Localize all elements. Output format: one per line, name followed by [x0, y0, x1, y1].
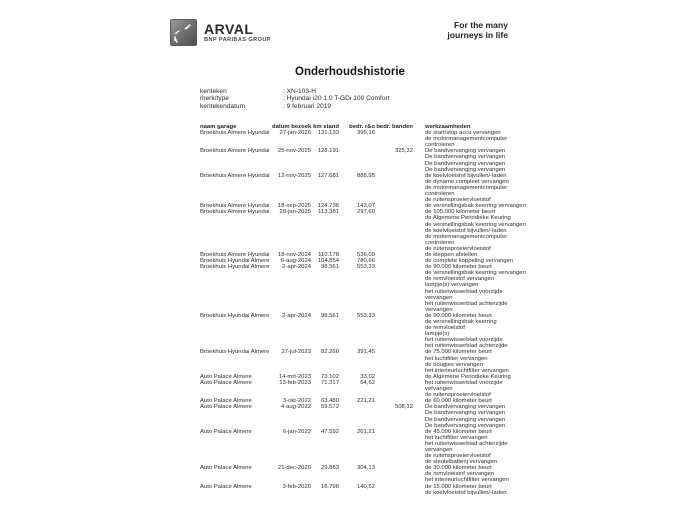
km-cell: 82.260: [320, 349, 339, 356]
garage-cell: Auto Palace Almere: [200, 428, 252, 435]
werkzaamheden-line: De bandvervanging vervangen: [425, 416, 506, 423]
werkzaamheden-line: de start/stop accu vervangen: [425, 130, 501, 137]
km-cell: 59.572: [320, 404, 339, 411]
tagline: [447, 20, 508, 40]
km-cell: 47.592: [320, 428, 339, 435]
date-cell: 27-jan-2026: [279, 130, 311, 137]
amount-ro-cell: 536,09: [356, 251, 375, 258]
km-cell: 110.178: [318, 251, 339, 258]
km-cell: 73.102: [320, 373, 339, 380]
garage-cell: Broekhuis Almere Hyundai: [200, 148, 270, 155]
km-cell: 104.854: [317, 258, 339, 265]
km-cell: 127.681: [317, 172, 339, 179]
date-cell: 2-apr-2024: [282, 264, 311, 271]
amount-ro-cell: 553,33: [356, 264, 375, 271]
work-lines-cell: [425, 209, 526, 252]
werkzaamheden-line: de 90.000 kilometer beurt: [425, 264, 492, 271]
werkzaamheden-line: het ruitenwisserblad voorzijde: [425, 288, 503, 295]
garage-cell: Auto Palace Almere: [200, 483, 252, 490]
work-lines-cell: [425, 130, 508, 149]
amount-ro-cell: 888,95: [356, 172, 375, 179]
werkzaamheden-line: De bandvervanging vervangen: [425, 410, 506, 417]
km-cell: 98.561: [320, 264, 339, 271]
km-cell: 29.883: [320, 465, 339, 472]
km-cell: 63.480: [320, 398, 339, 405]
amount-ro-cell: 140,52: [356, 483, 375, 490]
werkzaamheden-line: De bandvervanging vervangen: [425, 154, 506, 161]
werkzaamheden-line: de kleppen afstellen: [425, 251, 478, 258]
amount-ro-cell: 297,60: [356, 209, 375, 216]
vehicle-info: [200, 88, 390, 110]
werkzaamheden-line: de motormanagementcomputer: [425, 233, 508, 240]
work-lines-cell: [425, 172, 509, 204]
werkzaamheden-line: de 90.000 kilometer beurt: [425, 312, 492, 319]
date-cell: 14-mrt-2023: [278, 373, 311, 380]
amount-ro-cell: 780,66: [356, 258, 375, 265]
arval-swirl-icon: [170, 19, 197, 46]
werkzaamheden-line: het ruitenwisserblad voorzijde: [425, 337, 503, 344]
km-cell: 113.381: [318, 209, 339, 216]
amount-ro-cell: 395,16: [356, 130, 375, 137]
table-row: [200, 349, 509, 374]
werkzaamheden-line: de bougies vervangen: [425, 361, 483, 368]
garage-cell: Auto Palace Almere: [200, 465, 252, 472]
work-lines-cell: [425, 484, 505, 496]
werkzaamheden-line: de remvloeistof: [425, 325, 465, 332]
date-cell: 4-aug-2022: [280, 404, 311, 411]
amount-ro-cell: 221,21: [356, 398, 375, 405]
table-row: [200, 404, 505, 428]
amount-ro-cell: 261,21: [356, 428, 375, 435]
garage-cell: Broekhuis Hyundai Almere: [200, 264, 270, 271]
table-row: [200, 465, 509, 484]
col-header-banden: bedr. banden: [376, 124, 413, 130]
werkzaamheden-line: De bandvervanging vervangen: [425, 148, 506, 155]
date-cell: 27-jul-2023: [281, 349, 311, 356]
werkzaamheden-line: lampje(s): [425, 331, 450, 338]
work-lines-cell: [425, 404, 505, 428]
date-cell: 18-sep-2025: [277, 203, 311, 210]
date-cell: 25-nov-2025: [277, 148, 311, 155]
amount-ro-cell: 64,62: [360, 379, 375, 386]
werkzaamheden-line: controleren: [425, 142, 455, 149]
amount-ro-cell: 33,02: [360, 373, 375, 380]
garage-cell: Broekhuis Almere Hyundai: [200, 209, 270, 216]
werkzaamheden-line: de 105.000 kilometer beurt: [425, 209, 496, 216]
table-row: [200, 130, 508, 149]
garage-cell: Auto Palace Almere: [200, 379, 252, 386]
garage-cell: Broekhuis Almere Hyundai: [200, 251, 270, 258]
table-row: [200, 172, 509, 204]
km-cell: 124.736: [317, 203, 339, 210]
werkzaamheden-line: het luchtfilter vervangen: [425, 355, 488, 362]
werkzaamheden-line: het luchtfilter vervangen: [425, 434, 488, 441]
werkzaamheden-line: de versnellingsbak keerring vervangen: [425, 221, 526, 228]
werkzaamheden-line: de Algemene Periodieke Keuring: [425, 373, 511, 380]
date-cell: 18-nov-2024: [277, 251, 311, 258]
werkzaamheden-line: de 30.000 kilometer beurt: [425, 465, 492, 472]
info-value: : 9 februari 2019: [283, 102, 332, 110]
table-row: [200, 209, 526, 252]
werkzaamheden-line: de 60.000 kilometer beurt: [425, 398, 492, 405]
info-value: : Hyundai i20 1.0 T-GDi 100 Comfort: [283, 95, 390, 103]
work-lines-cell: [425, 264, 526, 313]
werkzaamheden-line: de sleutelbatterij vervangen: [425, 459, 498, 466]
werkzaamheden-line: de complete koppeling vervangen: [425, 258, 514, 265]
col-header-werk: werkzaamheden: [425, 124, 471, 130]
garage-cell: Broekhuis Almere Hyundai: [200, 172, 270, 179]
amount-tires-cell: 325,32: [394, 148, 413, 155]
col-header-km: km stand: [313, 124, 339, 130]
amount-tires-cell: 508,12: [394, 404, 413, 411]
info-label: kenteken: [200, 88, 227, 95]
garage-cell: Broekhuis Hyundai Almere: [200, 312, 270, 319]
werkzaamheden-line: controleren: [425, 239, 455, 246]
work-lines-cell: [425, 312, 508, 350]
km-cell: 98.561: [320, 312, 339, 319]
garage-cell: Broekhuis Almere Hyundai: [200, 203, 270, 210]
date-cell: 12-nov-2025: [277, 172, 311, 179]
info-row-kenteken: [200, 88, 390, 95]
werkzaamheden-line: het ruitenwisserblad voorzijde: [425, 379, 503, 386]
info-value: : XN-103-H: [283, 88, 316, 95]
history-rows: [200, 130, 526, 496]
km-cell: 128.191: [317, 148, 339, 155]
amount-ro-cell: 304,13: [356, 465, 375, 472]
brand-group: BNP PARIBAS GROUP: [204, 37, 271, 43]
col-header-garage: naam garage: [200, 124, 237, 130]
werkzaamheden-line: de versnellingsbak keerring vervangen: [425, 203, 526, 210]
werkzaamheden-line: de motormanagementcomputer: [425, 136, 508, 143]
work-lines-cell: [425, 380, 505, 398]
werkzaamheden-line: de ruitensproeiervloeistof: [425, 453, 491, 460]
werkzaamheden-line: de ruitensproeiervloeistof: [425, 197, 491, 204]
werkzaamheden-line: de motormanagementcomputer: [425, 184, 508, 191]
brand-name: ARVAL: [204, 21, 254, 37]
work-lines-cell: [425, 465, 509, 484]
amount-ro-cell: 391,45: [356, 349, 375, 356]
table-row: [200, 484, 505, 496]
werkzaamheden-line: de koelvloeistof bijvullen/-laden: [425, 489, 507, 496]
werkzaamheden-line: lampje(s) vervangen: [425, 282, 479, 289]
werkzaamheden-line: De bandvervanging vervangen: [425, 160, 506, 167]
garage-cell: Broekhuis Almere Hyundai: [200, 130, 270, 137]
km-cell: 131.133: [317, 130, 339, 137]
werkzaamheden-line: de ruitensproeiervloeistof: [425, 245, 491, 252]
info-row-kentekendatum: [200, 103, 390, 110]
table-row: [200, 264, 526, 313]
info-label: merk/type: [200, 95, 229, 103]
werkzaamheden-line: de versnellingsbak keerring vervangen: [425, 270, 526, 277]
date-cell: 2-apr-2024: [282, 312, 311, 319]
date-cell: 3-okt-2022: [282, 398, 311, 405]
werkzaamheden-line: de koelvloeistof bijvullen/-laden: [425, 172, 507, 179]
werkzaamheden-line: vervangen: [425, 294, 453, 301]
werkzaamheden-line: de 75.000 kilometer beurt: [425, 349, 492, 356]
date-cell: 6-jan-2022: [282, 428, 311, 435]
work-lines-cell: [425, 148, 505, 172]
werkzaamheden-line: het ruitenwisserblad achterzijde: [425, 440, 508, 447]
col-header-date: datum bezoek: [272, 124, 312, 130]
tagline-line2: journeys in life: [447, 30, 508, 40]
werkzaamheden-line: het interieurluchtfilter vervangen: [425, 477, 509, 484]
history-table: [200, 124, 526, 496]
werkzaamheden-line: de koelvloeistof bijvullen/-laden: [425, 227, 507, 234]
km-cell: 71.317: [320, 379, 339, 386]
werkzaamheden-line: vervangen: [425, 306, 453, 313]
garage-cell: Broekhuis Hyundai Almere: [200, 349, 270, 356]
garage-cell: Auto Palace Almere: [200, 373, 252, 380]
garage-cell: Auto Palace Almere: [200, 398, 252, 405]
tagline-line1: For the many: [454, 20, 508, 30]
date-cell: 13-feb-2023: [279, 379, 311, 386]
werkzaamheden-line: het ruitenwisserblad achterzijde: [425, 300, 508, 307]
table-row: [200, 148, 505, 172]
werkzaamheden-line: vervangen: [425, 386, 453, 393]
date-cell: 21-dec-2020: [277, 465, 311, 472]
amount-ro-cell: 553,33: [356, 312, 375, 319]
arval-logo: [170, 19, 271, 46]
werkzaamheden-line: de Algemene Periodieke Keuring: [425, 215, 511, 222]
werkzaamheden-line: het interieurluchtfilter vervangen: [425, 367, 509, 374]
logo-text: [204, 19, 271, 43]
garage-cell: Auto Palace Almere: [200, 404, 252, 411]
werkzaamheden-line: de ruitensproeiervloeistof: [425, 392, 491, 399]
work-lines-cell: [425, 428, 508, 466]
werkzaamheden-line: de remvloeistof vervangen: [425, 276, 495, 283]
date-cell: 6-aug-2024: [280, 258, 311, 265]
table-row: [200, 380, 505, 398]
col-header-ro: bedr. r&o: [349, 124, 375, 130]
werkzaamheden-line: vervangen: [425, 446, 453, 453]
werkzaamheden-line: De bandvervanging vervangen: [425, 422, 506, 429]
werkzaamheden-line: de versnellingsbak keerring: [425, 319, 497, 325]
table-row: [200, 312, 508, 350]
werkzaamheden-line: de 15.000 kilometer beurt: [425, 483, 492, 490]
werkzaamheden-line: controleren: [425, 191, 455, 198]
km-cell: 16.796: [320, 483, 339, 490]
werkzaamheden-line: De bandvervanging vervangen: [425, 404, 506, 411]
info-row-merktype: [200, 95, 390, 102]
werkzaamheden-line: het ruitenwisserblad achterzijde: [425, 343, 508, 350]
werkzaamheden-line: De bandvervanging vervangen: [425, 166, 506, 173]
amount-ro-cell: 143,07: [356, 203, 375, 210]
werkzaamheden-line: de dynamo compleet vervangen: [425, 178, 509, 185]
date-cell: 28-jan-2025: [279, 209, 311, 216]
work-lines-cell: [425, 349, 509, 374]
garage-cell: Broekhuis Hyundai Almere: [200, 258, 270, 265]
werkzaamheden-line: de 45.000 kilometer beurt: [425, 428, 492, 435]
page-title: Onderhoudshistorie: [295, 66, 405, 78]
info-label: kentekendatum: [200, 102, 246, 110]
werkzaamheden-line: de remvloeistof vervangen: [425, 471, 495, 478]
date-cell: 3-feb-2020: [282, 483, 311, 490]
table-row: [200, 428, 508, 466]
